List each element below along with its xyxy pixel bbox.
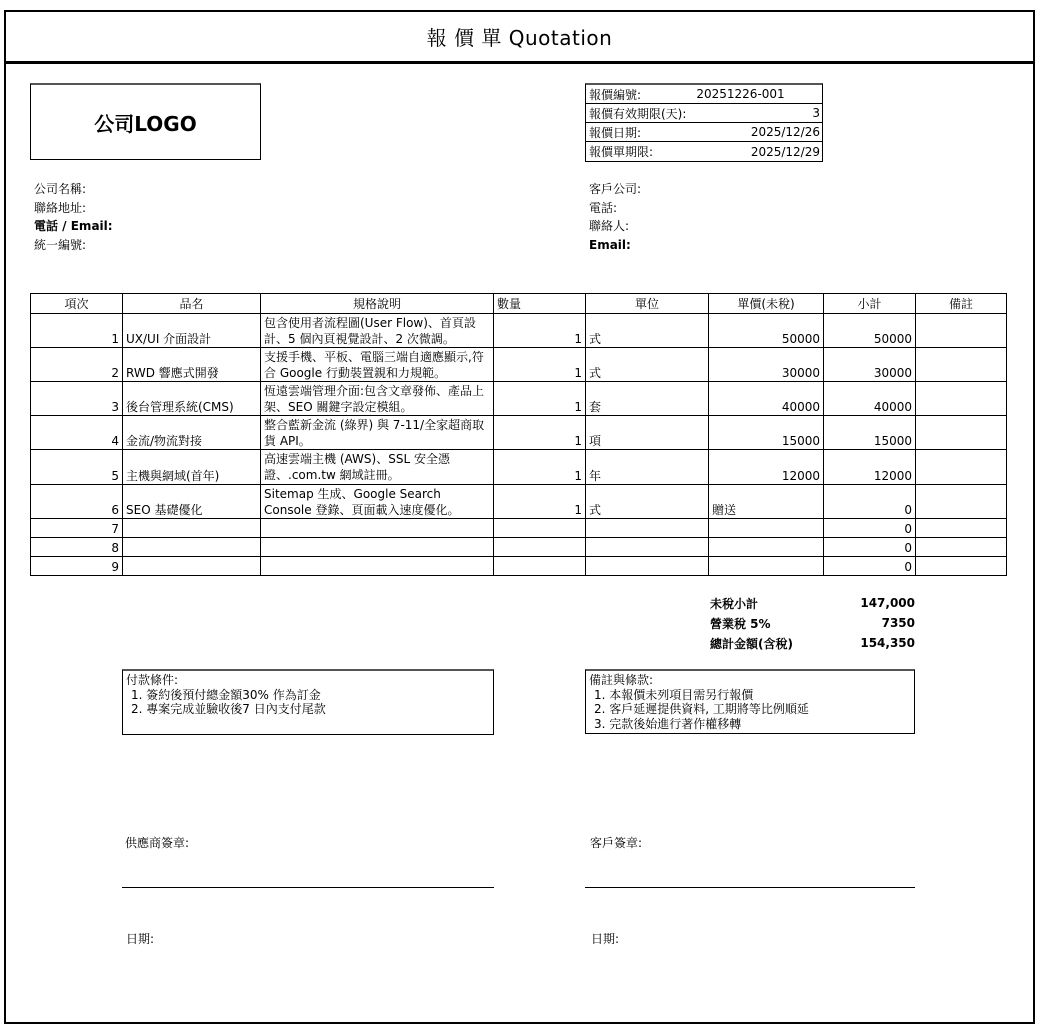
item-desc: 整合藍新金流 (綠界) 與 7-11/全家超商取貨 API。 [261, 416, 494, 450]
item-qty [494, 538, 586, 557]
quote-date-label: 報價日期: [589, 125, 642, 140]
supplier-signature-line[interactable] [122, 887, 494, 888]
header-item-no: 項次 [31, 294, 123, 314]
table-row [31, 557, 1007, 576]
quote-expiry-label: 報價單期限: [589, 145, 654, 159]
item-price [709, 519, 824, 538]
item-note [916, 348, 1007, 382]
item-unit: 式 [586, 314, 709, 348]
header-unit-price: 單價(未稅) [709, 294, 824, 314]
item-desc: 包含使用者流程圖(User Flow)、首頁設計、5 個內頁視覺設計、2 次微調。 [261, 314, 494, 348]
item-price [709, 538, 824, 557]
item-unit: 式 [586, 348, 709, 382]
item-subtotal: 40000 [824, 382, 916, 416]
quote-number-label: 報價編號: [589, 87, 642, 102]
item-price: 40000 [709, 382, 824, 416]
grand-total-value: 154,350 [860, 636, 915, 650]
header-product-name: 品名 [123, 294, 261, 314]
item-unit [586, 538, 709, 557]
item-unit: 年 [586, 450, 709, 485]
quote-date-row [586, 123, 822, 142]
item-unit [586, 519, 709, 538]
customer-company-label: 客戶公司: [589, 182, 642, 196]
item-price: 30000 [709, 348, 824, 382]
subtotal-row [710, 593, 915, 613]
item-note [916, 519, 1007, 538]
quote-expiry-row [586, 142, 822, 161]
item-qty: 1 [494, 485, 586, 519]
remarks-box [585, 669, 915, 734]
item-no: 2 [31, 348, 123, 382]
item-name [123, 557, 261, 576]
item-note [916, 557, 1007, 576]
customer-signature-line[interactable] [585, 887, 915, 888]
table-row [31, 416, 1007, 450]
item-price: 12000 [709, 450, 824, 485]
header-note: 備註 [916, 294, 1007, 314]
item-name: 金流/物流對接 [123, 416, 261, 450]
quote-date-value: 2025/12/26 [750, 125, 820, 139]
quote-number-value: 20251226-001 [696, 87, 785, 101]
item-note [916, 314, 1007, 348]
item-unit: 項 [586, 416, 709, 450]
item-unit: 式 [586, 485, 709, 519]
item-desc: 支援手機、平板、電腦三端自適應顯示,符合 Google 行動裝置親和力規範。 [261, 348, 494, 382]
item-qty: 1 [494, 314, 586, 348]
supplier-tax-id-label: 統一編號: [34, 237, 87, 252]
item-desc [261, 538, 494, 557]
item-subtotal: 15000 [824, 416, 916, 450]
supplier-name-label: 公司名稱: [34, 182, 87, 196]
table-row [31, 538, 1007, 557]
item-note [916, 485, 1007, 519]
item-desc: 高速雲端主機 (AWS)、SSL 安全憑證、.com.tw 網域註冊。 [261, 450, 494, 485]
item-price: 50000 [709, 314, 824, 348]
item-no: 7 [31, 519, 123, 538]
payment-terms-box [122, 669, 494, 735]
table-row [31, 348, 1007, 382]
item-desc: Sitemap 生成、Google Search Console 登錄、頁面載入速度優化。 [261, 485, 494, 519]
remark-item: 1. 本報價未列項目需另行報價 [594, 687, 754, 702]
item-desc [261, 557, 494, 576]
item-name: 主機與網域(首年) [123, 450, 261, 485]
item-qty: 1 [494, 416, 586, 450]
item-note [916, 382, 1007, 416]
tax-value: 7350 [881, 616, 915, 630]
customer-date-label: 日期: [591, 932, 620, 946]
item-no: 8 [31, 538, 123, 557]
item-qty [494, 557, 586, 576]
company-logo-placeholder: 公司LOGO [30, 83, 261, 160]
header-quantity: 數量 [494, 294, 586, 314]
supplier-date-label: 日期: [126, 932, 155, 946]
customer-email-label: Email: [589, 237, 631, 252]
supplier-info [34, 180, 113, 254]
item-qty: 1 [494, 348, 586, 382]
subtotal-value: 147,000 [860, 596, 915, 610]
item-qty: 1 [494, 382, 586, 416]
item-no: 9 [31, 557, 123, 576]
table-row [31, 485, 1007, 519]
item-name [123, 519, 261, 538]
supplier-signature-label: 供應商簽章: [125, 836, 190, 850]
item-qty: 1 [494, 450, 586, 485]
table-row [31, 314, 1007, 348]
quote-expiry-value: 2025/12/29 [750, 144, 820, 159]
item-subtotal: 0 [824, 519, 916, 538]
item-subtotal: 0 [824, 557, 916, 576]
item-subtotal: 0 [824, 485, 916, 519]
payment-terms-title: 付款條件: [126, 673, 179, 687]
grand-total-row [710, 633, 915, 653]
validity-days-label: 報價有效期限(天): [589, 106, 687, 121]
item-unit [586, 557, 709, 576]
item-name: RWD 響應式開發 [123, 348, 261, 382]
item-name: 後台管理系統(CMS) [123, 382, 261, 416]
item-subtotal: 0 [824, 538, 916, 557]
quote-number-row [586, 85, 822, 104]
grand-total-label: 總計金額(含稅) [710, 636, 793, 651]
table-row [31, 450, 1007, 485]
header-subtotal: 小計 [824, 294, 916, 314]
item-price: 贈送 [709, 485, 824, 519]
totals-summary [710, 593, 915, 653]
remark-item: 2. 客戶延遲提供資料, 工期將等比例順延 [594, 702, 809, 716]
table-row [31, 519, 1007, 538]
remark-item: 3. 完款後始進行著作權移轉 [594, 716, 742, 731]
item-note [916, 450, 1007, 485]
item-unit: 套 [586, 382, 709, 416]
quote-meta-box [585, 83, 823, 162]
item-desc [261, 519, 494, 538]
customer-signature-label: 客戶簽章: [590, 836, 643, 850]
customer-info [589, 180, 641, 254]
subtotal-label: 未稅小計 [710, 596, 759, 611]
table-header-row [31, 294, 1007, 314]
payment-term-item: 2. 專案完成並驗收後7 日內支付尾款 [131, 702, 326, 716]
customer-phone-label: 電話: [589, 200, 618, 215]
item-subtotal: 50000 [824, 314, 916, 348]
item-no: 6 [31, 485, 123, 519]
supplier-phone-email-label: 電話 / Email: [34, 219, 113, 233]
item-no: 4 [31, 416, 123, 450]
item-price [709, 557, 824, 576]
validity-days-row [586, 104, 822, 123]
item-no: 5 [31, 450, 123, 485]
item-note [916, 416, 1007, 450]
document-title: 報 價 單 Quotation [4, 10, 1035, 64]
item-name [123, 538, 261, 557]
customer-contact-label: 聯絡人: [589, 219, 630, 233]
tax-row [710, 613, 915, 633]
item-price: 15000 [709, 416, 824, 450]
item-desc: 恆遠雲端管理介面:包含文章發佈、產品上架、SEO 關鍵字設定模組。 [261, 382, 494, 416]
item-subtotal: 30000 [824, 348, 916, 382]
item-no: 1 [31, 314, 123, 348]
validity-days-value: 3 [812, 106, 820, 120]
item-name: UX/UI 介面設計 [123, 314, 261, 348]
remarks-title: 備註與條款: [589, 673, 654, 687]
payment-term-item: 1. 簽約後預付總金額30% 作為訂金 [131, 687, 321, 702]
header-unit: 單位 [586, 294, 709, 314]
item-note [916, 538, 1007, 557]
item-subtotal: 12000 [824, 450, 916, 485]
header-specification: 規格說明 [261, 294, 494, 314]
item-name: SEO 基礎優化 [123, 485, 261, 519]
item-no: 3 [31, 382, 123, 416]
quotation-items-table [30, 293, 1007, 576]
tax-label: 營業稅 5% [710, 616, 771, 631]
table-row [31, 382, 1007, 416]
item-qty [494, 519, 586, 538]
supplier-address-label: 聯絡地址: [34, 200, 87, 215]
